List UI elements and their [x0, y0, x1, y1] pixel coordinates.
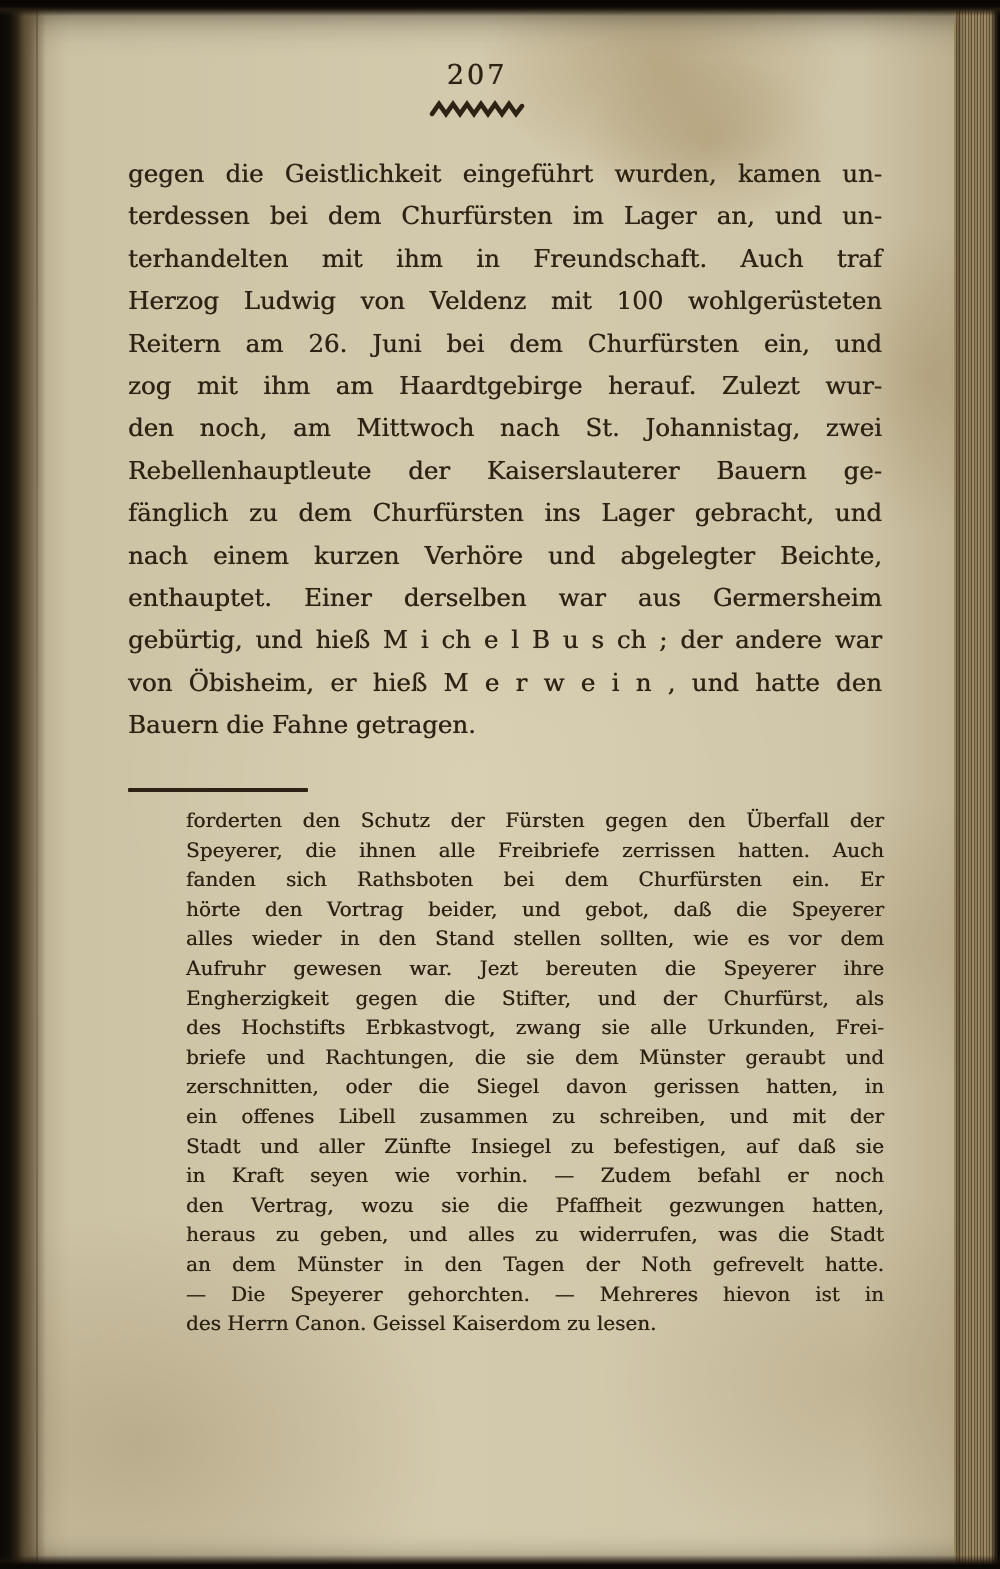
text-line: gegen die Geistlichkeit eingeführt wurden, kamen un-: [128, 159, 882, 188]
text-line: nach einem kurzen Verhöre und abgelegter Beichte,: [128, 540, 882, 570]
page-number: 207: [446, 60, 508, 91]
text-line: in Kraft seyen wie vorhin. — Zudem befahl er noch: [186, 1163, 884, 1188]
main-text-block: [128, 153, 882, 747]
text-line: briefe und Rachtungen, die sie dem Münster geraubt und: [186, 1044, 884, 1069]
text-line: Rebellenhauptleute der Kaiserslauterer Bauern ge-: [128, 455, 882, 485]
text-line: Bauern die Fahne getragen.: [128, 710, 476, 740]
text-line: — Die Speyerer gehorchten. — Mehreres hievon ist in: [186, 1281, 884, 1306]
text-line: fänglich zu dem Churfürsten ins Lager gebracht, und: [128, 498, 882, 528]
text-line: Reitern am 26. Juni bei dem Churfürsten ein, und: [128, 328, 882, 358]
text-line: ein offenes Libell zusammen zu schreiben, und mit der: [186, 1103, 884, 1128]
text-line: zerschnitten, oder die Siegel davon gerissen hatten, in: [186, 1074, 884, 1099]
text-line: gebürtig, und hieß M i ch e l B u s ch ; der andere war: [128, 625, 882, 655]
text-line: terhandelten mit ihm in Freundschaft. Auch traf: [128, 243, 882, 273]
text-line: hörte den Vortrag beider, und gebot, daß die Speyerer: [186, 896, 884, 921]
text-line: Stadt und aller Zünfte Insiegel zu befestigen, auf daß sie: [186, 1133, 884, 1158]
text-line: des Hochstifts Erbkastvogt, zwang sie alle Urkunden, Frei-: [186, 1015, 884, 1040]
text-line: den noch, am Mittwoch nach St. Johannistag, zwei: [128, 413, 882, 443]
text-line: terdessen bei dem Churfürsten im Lager an, und un-: [128, 201, 882, 231]
text-line: Engherzigkeit gegen die Stifter, und der Churfürst, als: [186, 985, 884, 1010]
text-line: an dem Münster in den Tagen der Noth gefrevelt hatte.: [186, 1251, 884, 1276]
ornament-zigzag-icon: [0, 100, 954, 118]
text-line: enthauptet. Einer derselben war aus Germersheim: [128, 583, 882, 613]
text-line: Aufruhr gewesen war. Jezt bereuten die Speyerer ihre: [186, 955, 884, 980]
text-line: forderten den Schutz der Fürsten gegen den Überfall der: [186, 808, 884, 832]
footnote-separator-rule: [128, 788, 308, 792]
text-line: Speyerer, die ihnen alle Freibriefe zerrissen hatten. Auch: [186, 837, 884, 862]
text-line: alles wieder in den Stand stellen sollten, wie es vor dem: [186, 926, 884, 951]
text-line: Herzog Ludwig von Veldenz mit 100 wohlgerüsteten: [128, 286, 882, 316]
text-line: den Vertrag, wozu sie die Pfaffheit gezwungen hatten,: [186, 1192, 884, 1217]
text-line: heraus zu geben, und alles zu widerrufen, was die Stadt: [186, 1222, 884, 1247]
footnote-block: [186, 806, 884, 1339]
text-line: zog mit ihm am Haardtgebirge herauf. Zulezt wur-: [128, 371, 882, 401]
text-line: fanden sich Rathsboten bei dem Churfürsten ein. Er: [186, 867, 884, 892]
text-line: des Herrn Canon. Geissel Kaiserdom zu lesen.: [186, 1311, 657, 1336]
text-line: von Öbisheim, er hieß M e r w e i n , und hatte den: [128, 667, 882, 697]
